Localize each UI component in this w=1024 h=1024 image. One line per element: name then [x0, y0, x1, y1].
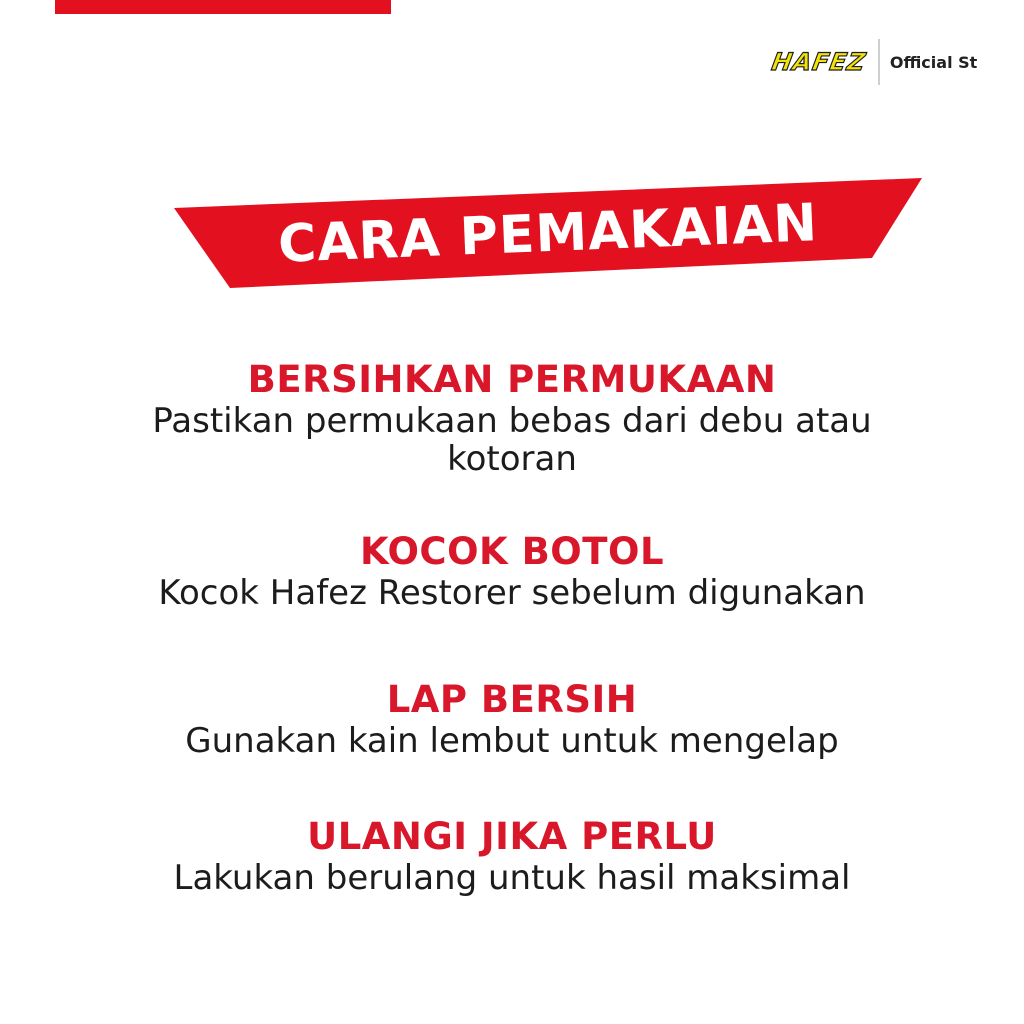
page-title: CARA PEMAKAIAN — [276, 193, 820, 275]
step-heading: KOCOK BOTOL — [359, 530, 665, 573]
step-shake-bottle — [0, 530, 1024, 612]
step-heading: LAP BERSIH — [386, 678, 638, 721]
brand-divider — [878, 39, 880, 85]
step-heading: BERSIHKAN PERMUKAAN — [247, 358, 777, 401]
step-heading: ULANGI JIKA PERLU — [307, 815, 717, 858]
step-wipe-clean — [0, 678, 1024, 760]
step-description: Kocok Hafez Restorer sebelum digunakan — [158, 573, 866, 613]
step-description: Lakukan berulang untuk hasil maksimal — [173, 858, 851, 898]
step-description: Pastikan permukaan bebas dari debu atau kotoran — [152, 401, 872, 479]
title-banner — [172, 178, 924, 290]
top-red-bar — [55, 0, 391, 14]
brand-header — [769, 36, 978, 88]
step-repeat — [0, 815, 1024, 897]
official-store-label: Official St — [889, 52, 978, 72]
step-description: Gunakan kain lembut untuk mengelap — [185, 721, 839, 761]
step-clean-surface — [0, 358, 1024, 478]
hafez-logo: HAFEZ — [769, 48, 869, 76]
